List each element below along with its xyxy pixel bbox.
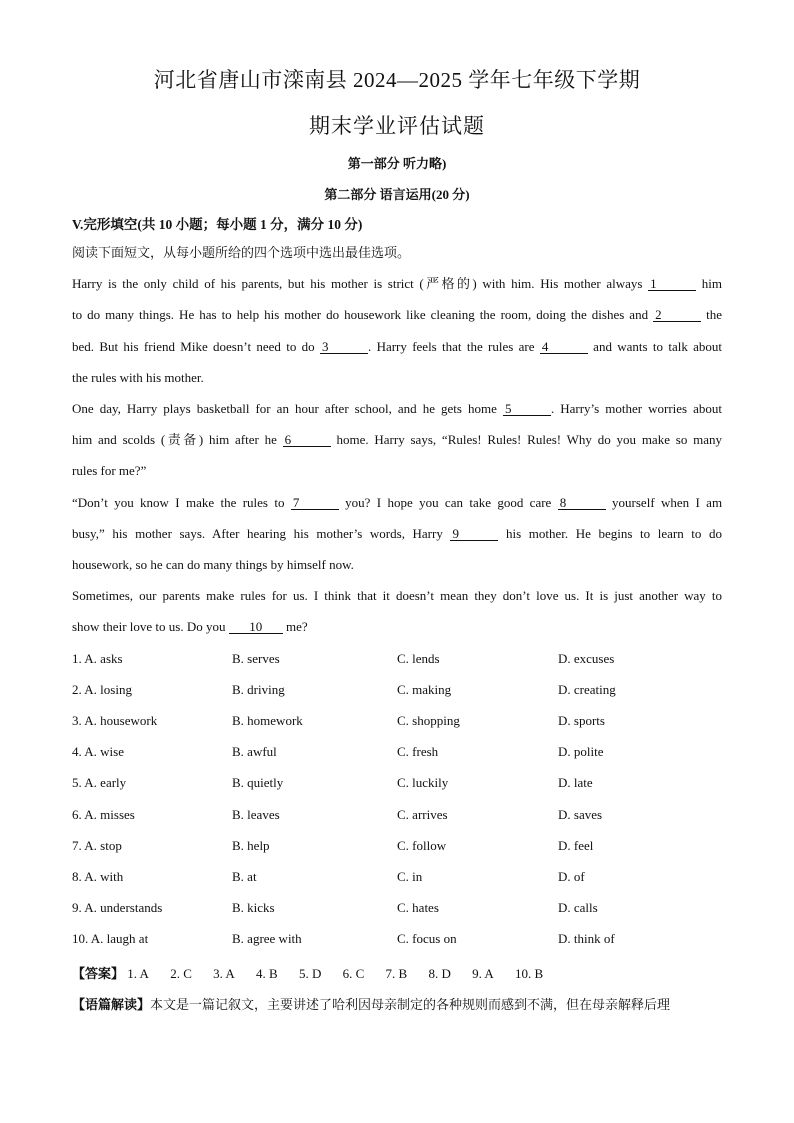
blank-9: 9 <box>450 527 498 541</box>
analysis-text: 本文是一篇记叙文，主要讲述了哈利因母亲制定的各种规则而感到不满，但在母亲解释后理 <box>150 997 671 1012</box>
option-row: 1. A. asks B. serves C. lends D. excuses <box>72 651 615 666</box>
blank-4: 4 <box>540 340 588 354</box>
answer-label: 【答案】 <box>72 966 125 981</box>
part1-heading: 第一部分 听力略) <box>347 156 447 171</box>
part2-heading: 第二部分 语言运用(20 分) <box>324 187 470 202</box>
answer-item: 5. D <box>298 966 322 981</box>
exam-title-line2: 期末学业评估试题 <box>309 114 485 138</box>
option-row: 9. A. understands B. kicks C. hates D. calls <box>72 900 598 915</box>
passage-line: busy,” his mother says. After hearing his mother’s words, Harry 9 his mother. He begins to learn to do <box>72 526 722 541</box>
analysis-label: 【语篇解读】 <box>72 997 151 1012</box>
option-row: 10. A. laugh at B. agree with C. focus on D. think of <box>72 931 615 946</box>
option-row: 2. A. losing B. driving C. making D. creating <box>72 682 616 697</box>
answer-item: 3. A <box>213 966 235 981</box>
passage-line: One day, Harry plays basketball for an hour after school, and he gets home 5 . Harry’s mother worries about <box>72 401 723 416</box>
passage-line: housework, so he can do many things by himself now. <box>72 557 354 572</box>
passage-line: Harry is the only child of his parents, but his mother is strict (严格的) with him. His mother always 1 him <box>72 276 723 291</box>
passage-line: show their love to us. Do you 10 me? <box>72 619 308 634</box>
passage-line: to do many things. He has to help his mother do housework like cleaning the room, doing the dishes and 2 the <box>72 307 723 322</box>
passage-line: him and scolds (责备) him after he 6 home. Harry says, “Rules! Rules! Rules! Why do you make so many <box>72 432 722 447</box>
option-row: 7. A. stop B. help C. follow D. feel <box>72 838 594 853</box>
blank-10: 10 <box>229 620 283 634</box>
passage-analysis <box>72 994 670 1013</box>
exam-title-line1: 河北省唐山市滦南县 2024—2025 学年七年级下学期 <box>153 68 641 92</box>
blank-6: 6 <box>283 433 331 447</box>
option-row: 6. A. misses B. leaves C. arrives D. saves <box>72 807 603 822</box>
passage-line: the rules with his mother. <box>72 370 204 385</box>
option-row: 4. A. wise B. awful C. fresh D. polite <box>72 744 604 759</box>
instruction: 阅读下面短文，从每小题所给的四个选项中选出最佳选项。 <box>72 245 411 260</box>
option-row: 8. A. with B. at C. in D. of <box>72 869 585 884</box>
blank-7: 7 <box>291 496 339 510</box>
passage-line: bed. But his friend Mike doesn’t need to do 3 . Harry feels that the rules are 4 and wants to talk about <box>72 339 723 354</box>
answer-item: 6. C <box>342 966 365 981</box>
blank-3: 3 <box>320 340 368 354</box>
blank-1: 1 <box>648 277 696 291</box>
blank-2: 2 <box>653 308 701 322</box>
blank-8: 8 <box>558 496 606 510</box>
section-heading: V.完形填空(共 10 小题；每小题 1 分，满分 10 分) <box>72 217 363 232</box>
passage-line: “Don’t you know I make the rules to 7 you? I hope you can take good care 8 yourself when I am <box>72 495 723 510</box>
answer-item: 8. D <box>428 966 451 981</box>
answer-item: 10. B <box>515 966 544 981</box>
answer-key <box>72 963 561 982</box>
passage-line: Sometimes, our parents make rules for us. I think that it doesn’t mean they don’t love us. It is just another way to <box>72 588 722 603</box>
answer-item: 2. C <box>170 966 192 981</box>
passage-line: rules for me?” <box>72 463 147 478</box>
option-row: 5. A. early B. quietly C. luckily D. late <box>72 775 593 790</box>
answer-item: 7. B <box>385 966 408 981</box>
option-row: 3. A. housework B. homework C. shopping D. sports <box>72 713 605 728</box>
answer-item: 4. B <box>256 966 278 981</box>
answer-item: 1. A <box>127 966 149 981</box>
answer-item: 9. A <box>472 966 494 981</box>
blank-5: 5 <box>503 402 551 416</box>
